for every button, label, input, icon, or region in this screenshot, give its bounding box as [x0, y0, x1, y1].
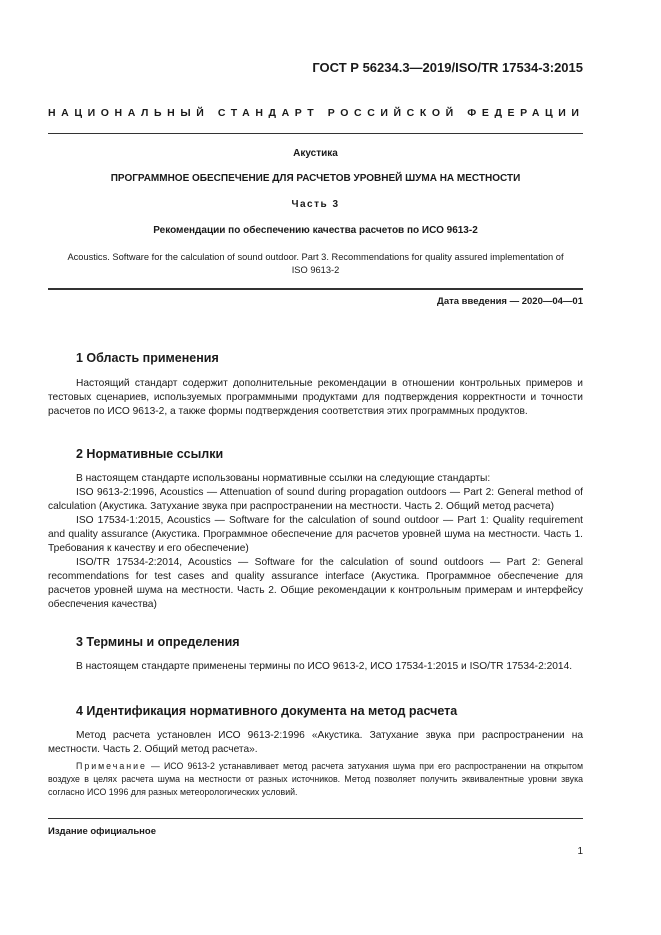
- section-2-body: [48, 472, 583, 612]
- section-4-note: [48, 760, 583, 799]
- document-title: ПРОГРАММНОЕ ОБЕСПЕЧЕНИЕ ДЛЯ РАСЧЕТОВ УРОВНЕЙ ШУМА НА МЕСТНОСТИ: [110, 173, 521, 184]
- footer-divider: [48, 818, 583, 819]
- page-number: 1: [577, 846, 583, 857]
- paragraph: В настоящем стандарте применены термины по ИСО 9613-2, ИСО 17534-1:2015 и ISO/TR 17534-2:2014.: [76, 661, 573, 672]
- official-edition-label: Издание официальное: [48, 826, 156, 837]
- part-label: Часть 3: [291, 199, 340, 210]
- section-4-heading: 4 Идентификация нормативного документа на метод расчета: [76, 704, 458, 718]
- english-title: Acoustics. Software for the calculation of sound outdoor. Part 3. Recommendations for quality assured implementation of ISO 9613-2: [67, 252, 564, 275]
- subject-heading: Акустика: [293, 148, 338, 159]
- section-1-heading: 1 Область применения: [76, 351, 219, 365]
- note-label: Примечание: [76, 761, 147, 771]
- section-4-body: [48, 729, 583, 757]
- note-text: — ИСО 9613-2 устанавливает метод расчета затухания шума при его распространении на открытом воздухе в целях расчета шума на местности от разных источников. Метод позволяет получить эквивалентные уровни звука согласно ИСО 1996 для разных метеорологических условий.: [48, 761, 583, 797]
- section-3-heading: 3 Термины и определения: [76, 635, 240, 649]
- paragraph: В настоящем стандарте использованы нормативные ссылки на следующие стандарты:: [76, 473, 491, 484]
- reference-iso-9613-2: ISO 9613-2:1996, Acoustics — Attenuation of sound during propagation outdoors — Part 2: General method of calculation (Акустика. Затухание звука при распространении на местности. Часть 2. Общий метод расчета): [48, 487, 583, 512]
- introduction-date: Дата введения — 2020—04—01: [437, 296, 583, 307]
- section-3-body: [48, 660, 583, 674]
- document-subtitle: Рекомендации по обеспечению качества расчетов по ИСО 9613-2: [153, 225, 478, 236]
- note-paragraph: [48, 760, 583, 799]
- title-divider: [48, 288, 583, 290]
- paragraph: Настоящий стандарт содержит дополнительные рекомендации в отношении контрольных примеров и тестовых сценариев, используемых программными продуктами для подтверждения корректности и точности расчетов по ИСО 9613-2, а также формы подтверждения соответствия этих программных продуктов.: [48, 378, 583, 417]
- document-code: ГОСТ Р 56234.3—2019/ISO/TR 17534-3:2015: [312, 60, 583, 75]
- reference-iso-tr-17534-2: ISO/TR 17534-2:2014, Acoustics — Software for the calculation of sound outdoors — Part 2: General recommendations for test cases and quality assurance interface (Акустика. Программное обеспечение для расчетов уровней шума на местности. Часть 2. Общие рекомендации к контрольным примерам и интерфейсу обеспечения качества): [48, 557, 583, 610]
- reference-iso-17534-1: ISO 17534-1:2015, Acoustics — Software for the calculation of sound outdoor — Part 1: Quality requirement and quality assurance (Акустика. Программное обеспечение для расчетов уровней шума на местности. Часть 1. Требования к качеству и его обеспечение): [48, 515, 583, 554]
- section-2-heading: 2 Нормативные ссылки: [76, 447, 224, 461]
- paragraph: Метод расчета установлен ИСО 9613-2:1996 «Акустика. Затухание звука при распространении на местности. Часть 2. Общий метод расчета».: [48, 730, 583, 755]
- top-divider: [48, 133, 583, 134]
- section-1-body: [48, 377, 583, 419]
- national-standard-banner: НАЦИОНАЛЬНЫЙ СТАНДАРТ РОССИЙСКОЙ ФЕДЕРАЦИИ: [48, 107, 585, 119]
